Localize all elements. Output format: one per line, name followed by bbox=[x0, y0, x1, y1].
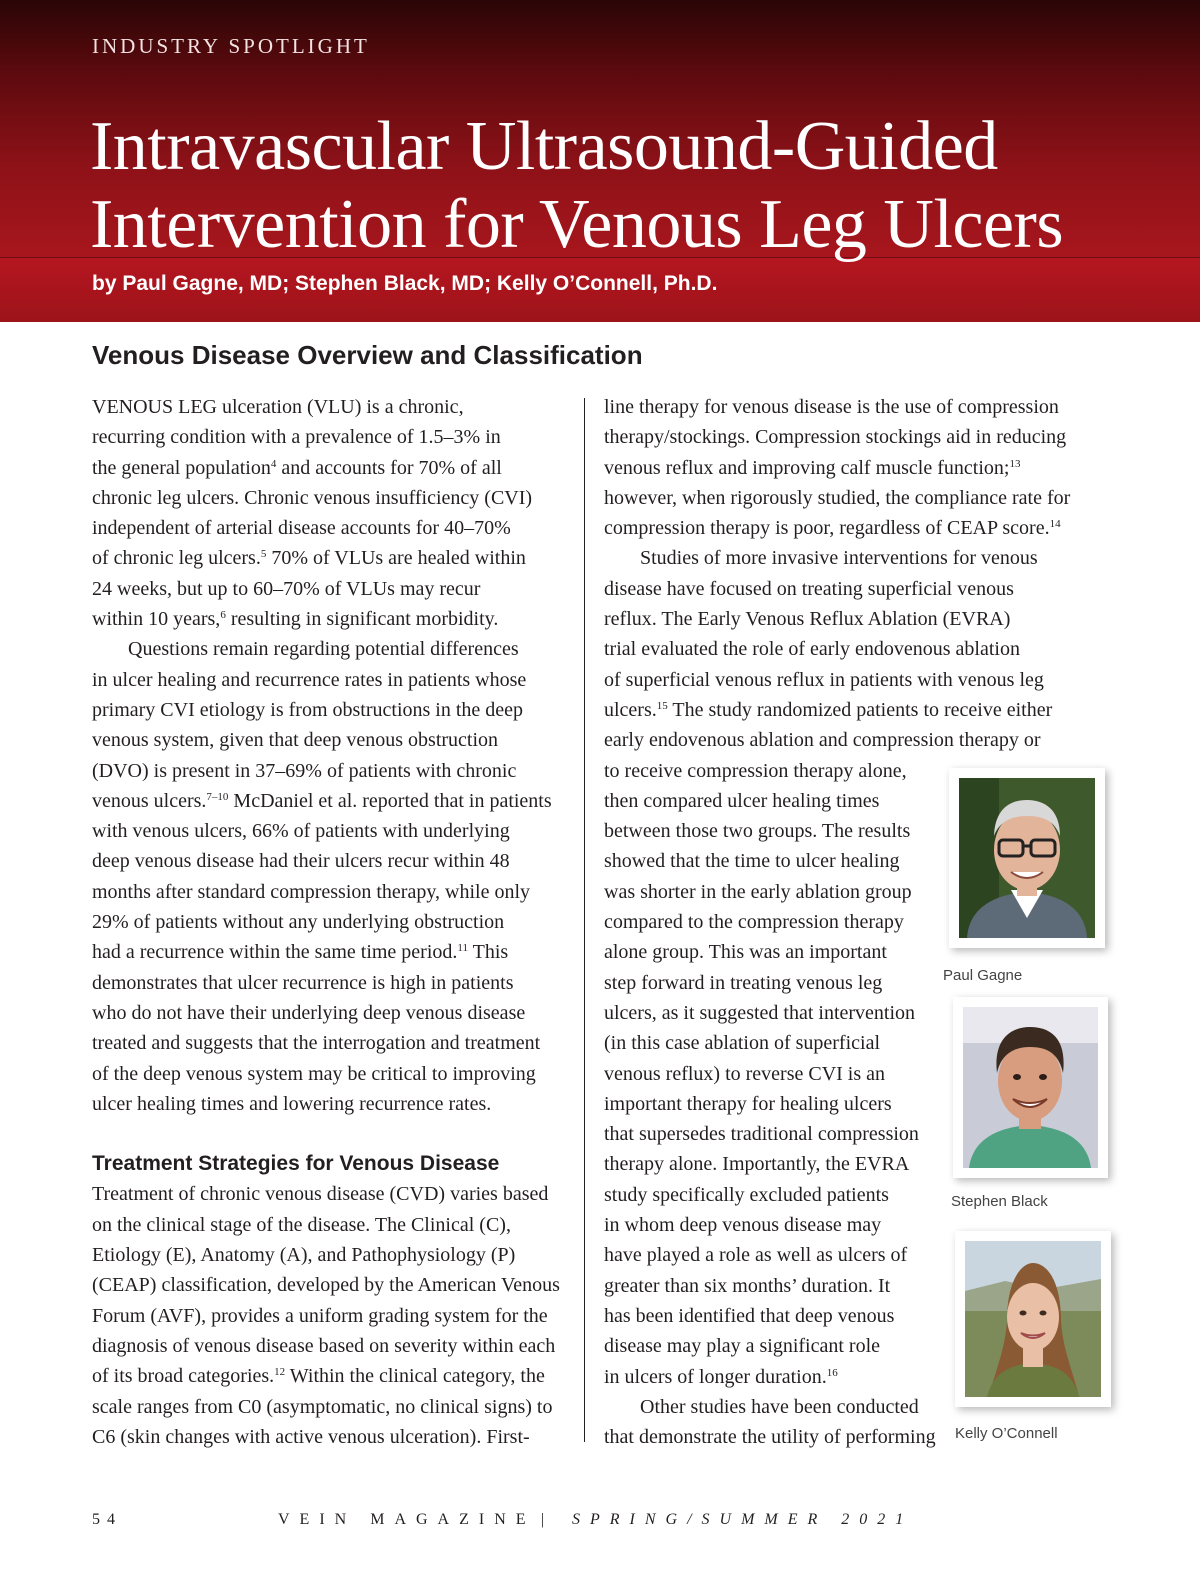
article-title-line-1: Intravascular Ultrasound-Guided bbox=[90, 108, 998, 185]
body-line bbox=[92, 665, 572, 695]
body-line bbox=[92, 1179, 572, 1209]
body-line bbox=[92, 634, 572, 664]
page-number: 54 bbox=[92, 1511, 122, 1528]
photo-caption: Stephen Black bbox=[951, 1193, 1048, 1210]
text: trial evaluated the role of early endovenous ablation bbox=[604, 638, 1020, 661]
body-line bbox=[92, 392, 572, 422]
body-line bbox=[604, 453, 1084, 483]
text: disease may play a significant role bbox=[604, 1335, 881, 1358]
body-line bbox=[92, 1422, 572, 1452]
text: early endovenous ablation and compression therapy or bbox=[604, 729, 1041, 752]
issue-name: SPRING/SUMMER 2021 bbox=[572, 1511, 914, 1528]
citation: 11 bbox=[457, 942, 468, 955]
body-line bbox=[604, 695, 1084, 725]
text: therapy alone. Importantly, the EVRA bbox=[604, 1153, 910, 1176]
body-line bbox=[92, 1089, 572, 1119]
body-line bbox=[92, 695, 572, 725]
text: treated and suggests that the interrogation and treatment bbox=[92, 1032, 541, 1055]
body-line bbox=[92, 725, 572, 755]
text: 24 weeks, but up to 60–70% of VLUs may recur bbox=[92, 577, 481, 600]
text: 70% of VLUs are healed within bbox=[266, 547, 526, 570]
text: (CEAP) classification, developed by the American Venous bbox=[92, 1274, 560, 1297]
portrait-black bbox=[963, 1007, 1098, 1168]
body-line bbox=[92, 1361, 572, 1391]
body-line bbox=[92, 453, 572, 483]
text: compared to the compression therapy bbox=[604, 911, 904, 934]
text: that supersedes traditional compression bbox=[604, 1123, 919, 1146]
body-line bbox=[92, 604, 572, 634]
column-divider bbox=[584, 398, 585, 1442]
text: ulcer healing times and lowering recurrence rates. bbox=[92, 1092, 492, 1115]
photo-caption: Kelly O’Connell bbox=[955, 1425, 1058, 1442]
text: scale ranges from C0 (asymptomatic, no clinical signs) to bbox=[92, 1395, 553, 1418]
text: have played a role as well as ulcers of bbox=[604, 1244, 908, 1267]
text: VENOUS LEG ulceration (VLU) is a chronic, bbox=[92, 396, 464, 418]
body-line bbox=[92, 1210, 572, 1240]
citation: 16 bbox=[826, 1366, 838, 1379]
citation: 13 bbox=[1009, 457, 1021, 470]
body-line bbox=[604, 422, 1084, 452]
citation: 12 bbox=[274, 1366, 286, 1379]
text: venous ulcers. bbox=[92, 789, 207, 812]
body-line bbox=[604, 665, 1084, 695]
citation: 5 bbox=[260, 548, 267, 561]
text: who do not have their underlying deep venous disease bbox=[92, 1001, 526, 1024]
citation: 14 bbox=[1049, 518, 1061, 531]
text: Treatment of chronic venous disease (CVD) varies based bbox=[92, 1183, 549, 1206]
body-line bbox=[92, 877, 572, 907]
text: Etiology (E), Anatomy (A), and Pathophysiology (P) bbox=[92, 1244, 516, 1267]
text: that demonstrate the utility of performing bbox=[604, 1426, 936, 1449]
portrait-oconnell bbox=[965, 1241, 1101, 1397]
text: 29% of patients without any underlying obstruction bbox=[92, 911, 505, 934]
text: deep venous disease had their ulcers recur within 48 bbox=[92, 850, 510, 873]
text: line therapy for venous disease is the use of compression bbox=[604, 396, 1059, 418]
citation: 4 bbox=[270, 457, 277, 470]
text: in whom deep venous disease may bbox=[604, 1214, 882, 1237]
text: important therapy for healing ulcers bbox=[604, 1092, 892, 1115]
text: alone group. This was an important bbox=[604, 941, 887, 964]
body-line bbox=[92, 907, 572, 937]
body-line bbox=[92, 1059, 572, 1089]
body-line bbox=[92, 1270, 572, 1300]
text: then compared ulcer healing times bbox=[604, 789, 880, 812]
text: McDaniel et al. reported that in patients bbox=[228, 789, 552, 812]
text: has been identified that deep venous bbox=[604, 1304, 895, 1327]
text: reflux. The Early Venous Reflux Ablation (EVRA) bbox=[604, 608, 1011, 631]
text: primary CVI etiology is from obstructions in the deep bbox=[92, 698, 524, 721]
text: disease have focused on treating superficial venous bbox=[604, 577, 1014, 600]
text: the general population bbox=[92, 456, 271, 479]
text: was shorter in the early ablation group bbox=[604, 880, 912, 903]
text: venous reflux and improving calf muscle function; bbox=[604, 456, 1010, 479]
body-line bbox=[604, 543, 1084, 573]
text: within 10 years, bbox=[92, 608, 221, 631]
body-line bbox=[604, 392, 1084, 422]
text: in ulcer healing and recurrence rates in patients whose bbox=[92, 668, 527, 691]
text: Forum (AVF), provides a uniform grading system for the bbox=[92, 1304, 548, 1327]
article-title bbox=[90, 108, 1170, 264]
magazine-name: VEIN MAGAZINE bbox=[278, 1511, 536, 1528]
text: had a recurrence within the same time period. bbox=[92, 941, 458, 964]
body-line bbox=[92, 543, 572, 573]
text: of superficial venous reflux in patients with venous leg bbox=[604, 668, 1044, 691]
body-line bbox=[92, 1392, 572, 1422]
body-line bbox=[92, 1028, 572, 1058]
body-line bbox=[92, 574, 572, 604]
text: of chronic leg ulcers. bbox=[92, 547, 261, 570]
body-line bbox=[92, 1301, 572, 1331]
body-line bbox=[92, 1331, 572, 1361]
body-line bbox=[92, 816, 572, 846]
body-line bbox=[92, 513, 572, 543]
text: therapy/stockings. Compression stockings aid in reducing bbox=[604, 426, 1067, 449]
text: venous system, given that deep venous obstruction bbox=[92, 729, 499, 752]
citation: 15 bbox=[656, 699, 668, 712]
text: Questions remain regarding potential differences bbox=[128, 638, 519, 661]
footer-separator: | bbox=[541, 1511, 545, 1528]
text: demonstrates that ulcer recurrence is high in patients bbox=[92, 971, 514, 994]
text: diagnosis of venous disease based on severity within each bbox=[92, 1334, 556, 1357]
text: step forward in treating venous leg bbox=[604, 971, 883, 994]
portrait-gagne bbox=[959, 778, 1095, 938]
text: Within the clinical category, the bbox=[285, 1365, 545, 1388]
text: (DVO) is present in 37–69% of patients with chronic bbox=[92, 759, 517, 782]
author-photo-oconnell bbox=[955, 1231, 1111, 1407]
body-line bbox=[92, 756, 572, 786]
text: venous reflux) to reverse CVI is an bbox=[604, 1062, 886, 1085]
left-column bbox=[92, 392, 572, 1452]
author-photo-black bbox=[953, 997, 1108, 1178]
body-line bbox=[604, 574, 1084, 604]
text: Other studies have been conducted bbox=[640, 1395, 919, 1418]
text: ulcers. bbox=[604, 698, 657, 721]
body-line bbox=[92, 786, 572, 816]
subheading: Treatment Strategies for Venous Disease bbox=[92, 1152, 500, 1176]
text: showed that the time to ulcer healing bbox=[604, 850, 900, 873]
body-line bbox=[604, 513, 1084, 543]
text: compression therapy is poor, regardless of CEAP score. bbox=[604, 517, 1050, 540]
text: C6 (skin changes with active venous ulceration). First- bbox=[92, 1425, 530, 1448]
body-line bbox=[604, 725, 1084, 755]
text: resulting in significant morbidity. bbox=[225, 608, 499, 631]
text: of its broad categories. bbox=[92, 1365, 275, 1388]
photo-caption: Paul Gagne bbox=[943, 967, 1023, 984]
body-line bbox=[92, 422, 572, 452]
text: This bbox=[468, 941, 509, 964]
text: (in this case ablation of superficial bbox=[604, 1032, 881, 1055]
text: and accounts for 70% of all bbox=[276, 456, 502, 479]
text: on the clinical stage of the disease. The Clinical (C), bbox=[92, 1213, 511, 1236]
text: chronic leg ulcers. Chronic venous insufficiency (CVI) bbox=[92, 486, 533, 509]
body-line bbox=[92, 483, 572, 513]
article-title-line-2: Intervention for Venous Leg Ulcers bbox=[90, 186, 1064, 263]
text: with venous ulcers, 66% of patients with underlying bbox=[92, 820, 510, 843]
text: recurring condition with a prevalence of 1.5–3% in bbox=[92, 426, 501, 449]
body-line bbox=[92, 846, 572, 876]
section-kicker: INDUSTRY SPOTLIGHT bbox=[92, 34, 370, 58]
body-line bbox=[92, 998, 572, 1028]
text: study specifically excluded patients bbox=[604, 1183, 889, 1206]
text: however, when rigorously studied, the compliance rate for bbox=[604, 486, 1071, 509]
author-byline: by Paul Gagne, MD; Stephen Black, MD; Kelly O’Connell, Ph.D. bbox=[92, 272, 718, 295]
text: ulcers, as it suggested that intervention bbox=[604, 1001, 916, 1024]
body-line bbox=[92, 968, 572, 998]
citation: 6 bbox=[220, 609, 226, 622]
portrait-face bbox=[1007, 1283, 1059, 1351]
body-line bbox=[604, 483, 1084, 513]
body-line bbox=[604, 634, 1084, 664]
body-line bbox=[92, 937, 572, 967]
text: independent of arterial disease accounts for 40–70% bbox=[92, 517, 511, 540]
author-photo-gagne bbox=[949, 768, 1105, 948]
text: greater than six months’ duration. It bbox=[604, 1274, 891, 1297]
text: The study randomized patients to receive either bbox=[667, 698, 1053, 721]
text: months after standard compression therapy, while only bbox=[92, 880, 531, 903]
text: in ulcers of longer duration. bbox=[604, 1365, 827, 1388]
text: to receive compression therapy alone, bbox=[604, 759, 907, 782]
text: Studies of more invasive interventions for venous bbox=[640, 547, 1038, 570]
spacer bbox=[92, 1119, 572, 1149]
citation: 7–10 bbox=[206, 790, 229, 803]
section-heading: Venous Disease Overview and Classification bbox=[92, 340, 643, 370]
body-line bbox=[92, 1240, 572, 1270]
text: of the deep venous system may be critical to improving bbox=[92, 1062, 536, 1085]
body-line bbox=[604, 604, 1084, 634]
text: between those two groups. The results bbox=[604, 820, 911, 843]
